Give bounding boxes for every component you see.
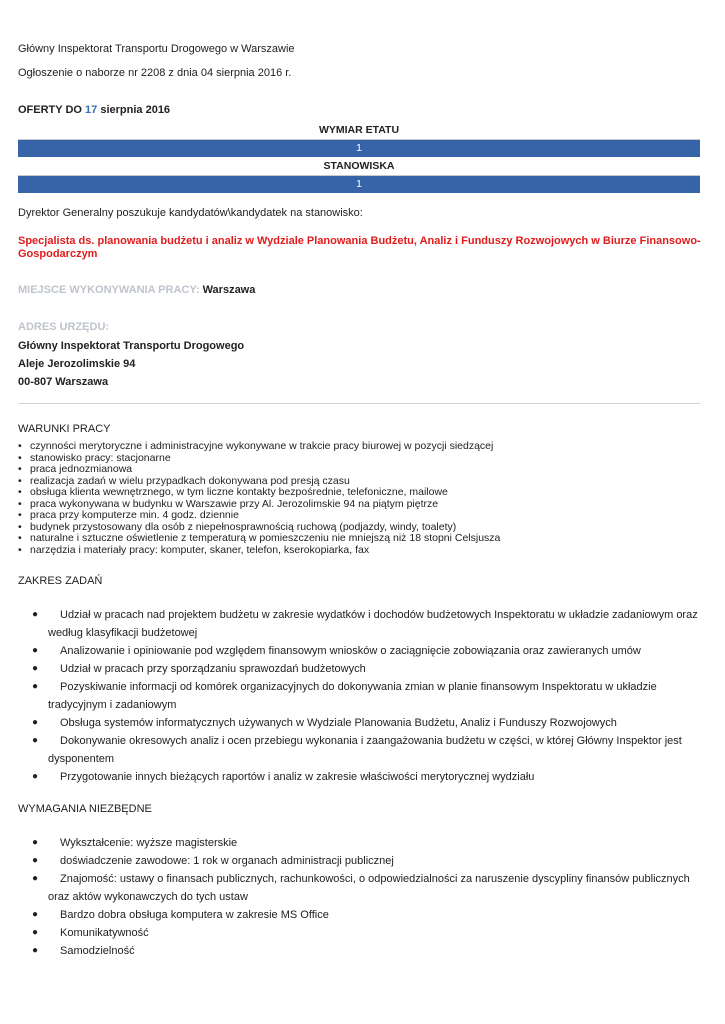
- bullet-icon: ●: [32, 945, 39, 956]
- list-item-continuation: oraz aktów wykonawczych do tych ustaw: [48, 891, 248, 903]
- list-item-text: Znajomość: ustawy o finansach publicznych, rachunkowości, o odpowiedzialności za naruszenie dyscypliny finansów publicznych: [60, 873, 690, 885]
- list-item-text: Obsługa systemów informatycznych używanych w Wydziale Planowania Budżetu, Analiz i Funduszy Rozwojowych: [60, 717, 617, 729]
- section-divider: [18, 403, 700, 404]
- bullet-icon: •: [18, 509, 22, 521]
- stanowiska-header: STANOWISKA: [18, 157, 700, 176]
- etat-value: 1: [18, 140, 700, 157]
- bullet-icon: •: [18, 532, 22, 544]
- list-item: [18, 678, 707, 714]
- list-item: [18, 852, 707, 870]
- warunki-title: WARUNKI PRACY: [18, 423, 111, 435]
- address-line-3: 00-807 Warszawa: [18, 376, 109, 388]
- bullet-icon: ●: [32, 873, 39, 884]
- work-place: [18, 283, 707, 297]
- list-item: [18, 606, 707, 642]
- list-item-text: Komunikatywność: [60, 927, 149, 939]
- list-item-text: narzędzia i materiały pracy: komputer, skaner, telefon, kserokopiarka, fax: [30, 543, 370, 556]
- list-item-text: budynek przystosowany dla osób z niepełnosprawnością ruchową (podjazdy, windy, toalety): [30, 520, 457, 533]
- bullet-icon: ●: [32, 855, 39, 866]
- offers-prefix: OFERTY DO: [18, 104, 86, 116]
- list-item-text: naturalne i sztuczne oświetlenie z temperaturą w pomieszczeniu nie mniejszą niż 18 stopni Celsjusza: [30, 532, 501, 544]
- offers-suffix: sierpnia 2016: [97, 104, 171, 116]
- bullet-icon: •: [18, 486, 22, 498]
- bullet-icon: ●: [32, 663, 39, 674]
- stanowiska-value: 1: [18, 176, 700, 193]
- offers-deadline: [18, 103, 707, 117]
- work-place-value: Warszawa: [202, 284, 256, 296]
- intro-text: Dyrektor Generalny poszukuje kandydatów\kandydatek na stanowisko:: [18, 207, 363, 219]
- position-title: Specjalista ds. planowania budżetu i analiz w Wydziale Planowania Budżetu, Analiz i Funduszy Rozwojowych w Biurze Finansowo-Gospodarczym: [18, 235, 701, 260]
- list-item-text: stanowisko pracy: stacjonarne: [30, 451, 171, 464]
- zakres-list: [18, 606, 707, 786]
- list-item-text: praca przy komputerze min. 4 godz. dziennie: [30, 509, 239, 521]
- warunki-list: [18, 441, 707, 556]
- list-item-continuation: według klasyfikacji budżetowej: [48, 627, 198, 639]
- list-item: [18, 768, 707, 786]
- list-item: [18, 732, 707, 768]
- list-item-text: Udział w pracach przy sporządzaniu sprawozdań budżetowych: [60, 663, 366, 675]
- list-item-continuation: dysponentem: [48, 753, 115, 765]
- list-item-text: czynności merytoryczne i administracyjne wykonywane w trakcie pracy biurowej w pozycji siedzącej: [30, 440, 494, 452]
- address-line-2: Aleje Jerozolimskie 94: [18, 358, 136, 370]
- bullet-icon: ●: [32, 645, 39, 656]
- list-item: [18, 545, 707, 557]
- list-item-text: Pozyskiwanie informacji od komórek organizacyjnych do dokonywania zmian w planie finansowym Inspektoratu w układzie: [60, 681, 657, 693]
- bullet-icon: •: [18, 463, 22, 475]
- bullet-icon: ●: [32, 681, 39, 692]
- list-item: [18, 642, 707, 660]
- list-item-text: Dokonywanie okresowych analiz i ocen przebiegu wykonania i zaangażowania budżetu w części, w której Główny Inspektor jest: [60, 735, 682, 747]
- bullet-icon: •: [18, 497, 22, 510]
- bullet-icon: ●: [32, 609, 39, 620]
- bullet-icon: •: [18, 440, 22, 452]
- list-item: [18, 942, 707, 960]
- list-item-text: praca wykonywana w budynku w Warszawie przy Al. Jerozolimskie 94 na piątym piętrze: [30, 497, 439, 510]
- offers-day: 17: [85, 104, 98, 116]
- address-label: ADRES URZĘDU:: [18, 321, 110, 333]
- list-item: [18, 834, 707, 852]
- list-item-text: Samodzielność: [60, 945, 135, 957]
- list-item-text: Przygotowanie innych bieżących raportów i analiz w zakresie właściwości merytorycznej wydziału: [60, 771, 535, 783]
- list-item-continuation: tradycyjnym i zadaniowym: [48, 699, 177, 711]
- bullet-icon: ●: [32, 837, 39, 848]
- bullet-icon: ●: [32, 771, 39, 782]
- list-item-text: Analizowanie i opiniowanie pod względem finansowym wniosków o zaciągnięcie zobowiązania oraz zawieranych umów: [60, 645, 641, 657]
- list-item: [18, 906, 707, 924]
- address-line-1: Główny Inspektorat Transportu Drogowego: [18, 340, 245, 352]
- bullet-icon: •: [18, 543, 22, 556]
- bullet-icon: •: [18, 520, 22, 533]
- list-item-text: Bardzo dobra obsługa komputera w zakresie MS Office: [60, 909, 329, 921]
- list-item-text: obsługa klienta wewnętrznego, w tym liczne kontakty bezpośrednie, telefoniczne, mailowe: [30, 486, 448, 498]
- institution-name: Główny Inspektorat Transportu Drogowego w Warszawie: [18, 43, 295, 55]
- bullet-icon: ●: [32, 717, 39, 728]
- bullet-icon: •: [18, 451, 22, 464]
- bullet-icon: ●: [32, 735, 39, 746]
- list-item-text: praca jednozmianowa: [30, 463, 133, 475]
- work-place-label: MIEJSCE WYKONYWANIA PRACY:: [18, 284, 200, 296]
- bullet-icon: •: [18, 474, 22, 487]
- list-item: [18, 870, 707, 906]
- list-item-text: realizacja zadań w wielu przypadkach dokonywana pod presją czasu: [30, 474, 350, 487]
- list-item: [18, 714, 707, 732]
- list-item-text: doświadczenie zawodowe: 1 rok w organach administracji publicznej: [60, 855, 394, 867]
- zakres-title: ZAKRES ZADAŃ: [18, 575, 103, 587]
- list-item-text: Udział w pracach nad projektem budżetu w zakresie wydatków i dochodów budżetowych Inspektoratu w układzie zadaniowym oraz: [60, 609, 698, 621]
- etat-header: WYMIAR ETATU: [18, 121, 700, 140]
- office-address: [18, 320, 707, 389]
- list-item: [18, 924, 707, 942]
- wymagania-list: [18, 834, 707, 960]
- job-info-table: [18, 121, 700, 193]
- bullet-icon: ●: [32, 927, 39, 938]
- list-item-text: Wykształcenie: wyższe magisterskie: [60, 837, 238, 849]
- bullet-icon: ●: [32, 909, 39, 920]
- list-item: [18, 660, 707, 678]
- wymagania-title: WYMAGANIA NIEZBĘDNE: [18, 803, 152, 815]
- announcement-line: Ogłoszenie o naborze nr 2208 z dnia 04 sierpnia 2016 r.: [18, 67, 292, 79]
